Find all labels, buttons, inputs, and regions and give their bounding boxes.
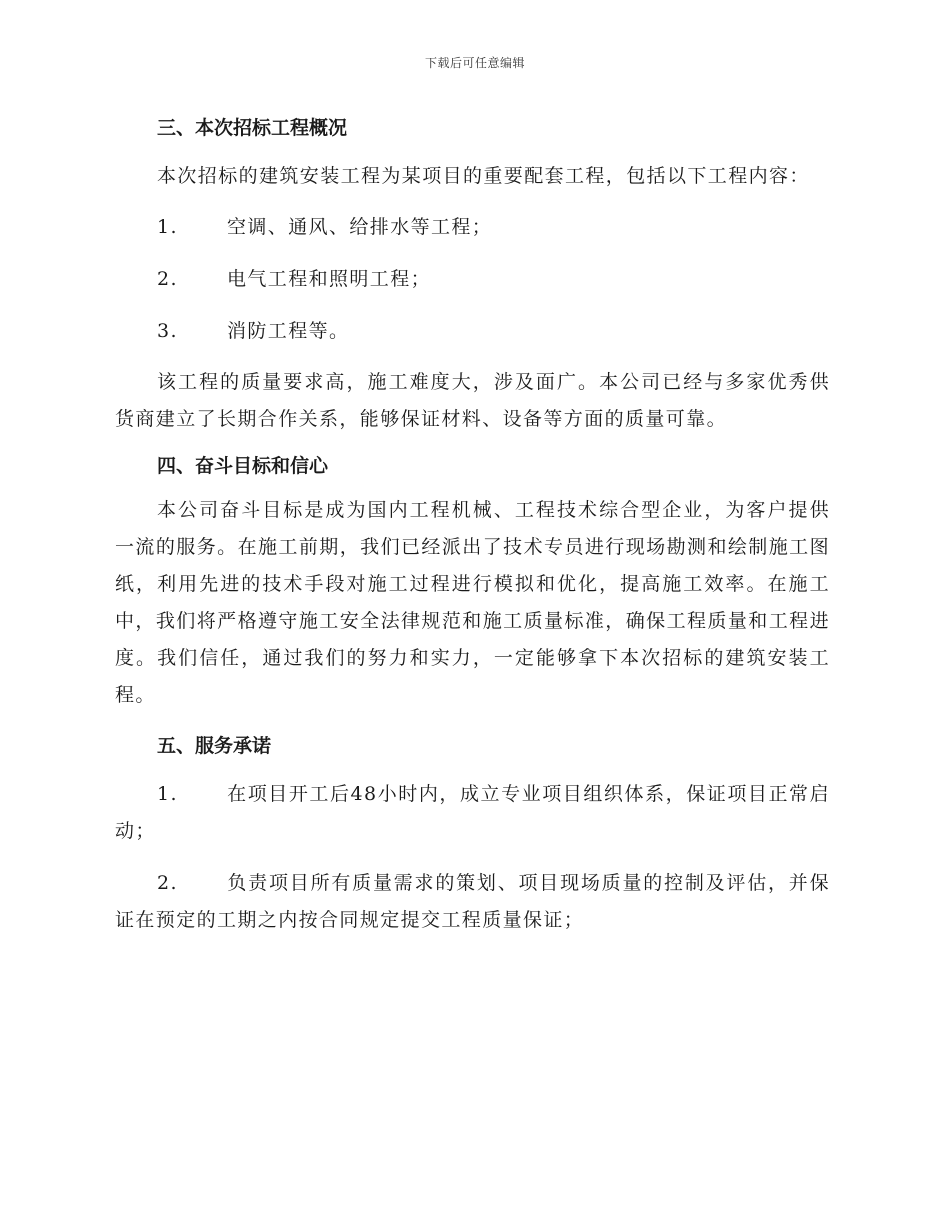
document-body	[115, 112, 830, 939]
list-number: 1.	[157, 216, 178, 238]
section-3-heading: 三、本次招标工程概况	[157, 117, 348, 139]
list-text: 空调、通风、给排水等工程；	[227, 216, 493, 238]
section-3-list-item	[115, 313, 830, 350]
section-5-list-item	[115, 865, 830, 939]
section-3-list-item	[115, 261, 830, 298]
list-text: 电气工程和照明工程；	[227, 268, 432, 290]
list-number: 1.	[157, 783, 178, 805]
section-4-body: 本公司奋斗目标是成为国内工程机械、工程技术综合型企业，为客户提供一流的服务。在施工前期，我们已经派出了技术专员进行现场勘测和绘制施工图纸，利用先进的技术手段对施工过程进行模拟和优化，提高施工效率。在施工中，我们将严格遵守施工安全法律规范和施工质量标准，确保工程质量和工程进度。我们信任，通过我们的努力和实力，一定能够拿下本次招标的建筑安装工程。	[115, 499, 830, 706]
section-4-heading: 四、奋斗目标和信心	[157, 455, 329, 477]
list-number: 3.	[157, 320, 178, 342]
section-5-heading: 五、服务承诺	[157, 735, 272, 757]
section-3-closing: 该工程的质量要求高，施工难度大，涉及面广。本公司已经与多家优秀供货商建立了长期合作关系，能够保证材料、设备等方面的质量可靠。	[115, 371, 830, 430]
list-number: 2.	[157, 872, 178, 894]
list-text: 消防工程等。	[227, 320, 350, 342]
list-number: 2.	[157, 268, 178, 290]
section-3-list-item	[115, 209, 830, 246]
section-5-list-item	[115, 776, 830, 850]
list-text: 负责项目所有质量需求的策划、项目现场质量的控制及评估，并保证在预定的工期之内按合同规定提交工程质量保证；	[115, 872, 830, 931]
list-text: 在项目开工后48小时内，成立专业项目组织体系，保证项目正常启动；	[115, 783, 830, 842]
page-header-note: 下载后可任意编辑	[424, 56, 525, 70]
section-3-intro: 本次招标的建筑安装工程为某项目的重要配套工程，包括以下工程内容：	[157, 165, 810, 187]
